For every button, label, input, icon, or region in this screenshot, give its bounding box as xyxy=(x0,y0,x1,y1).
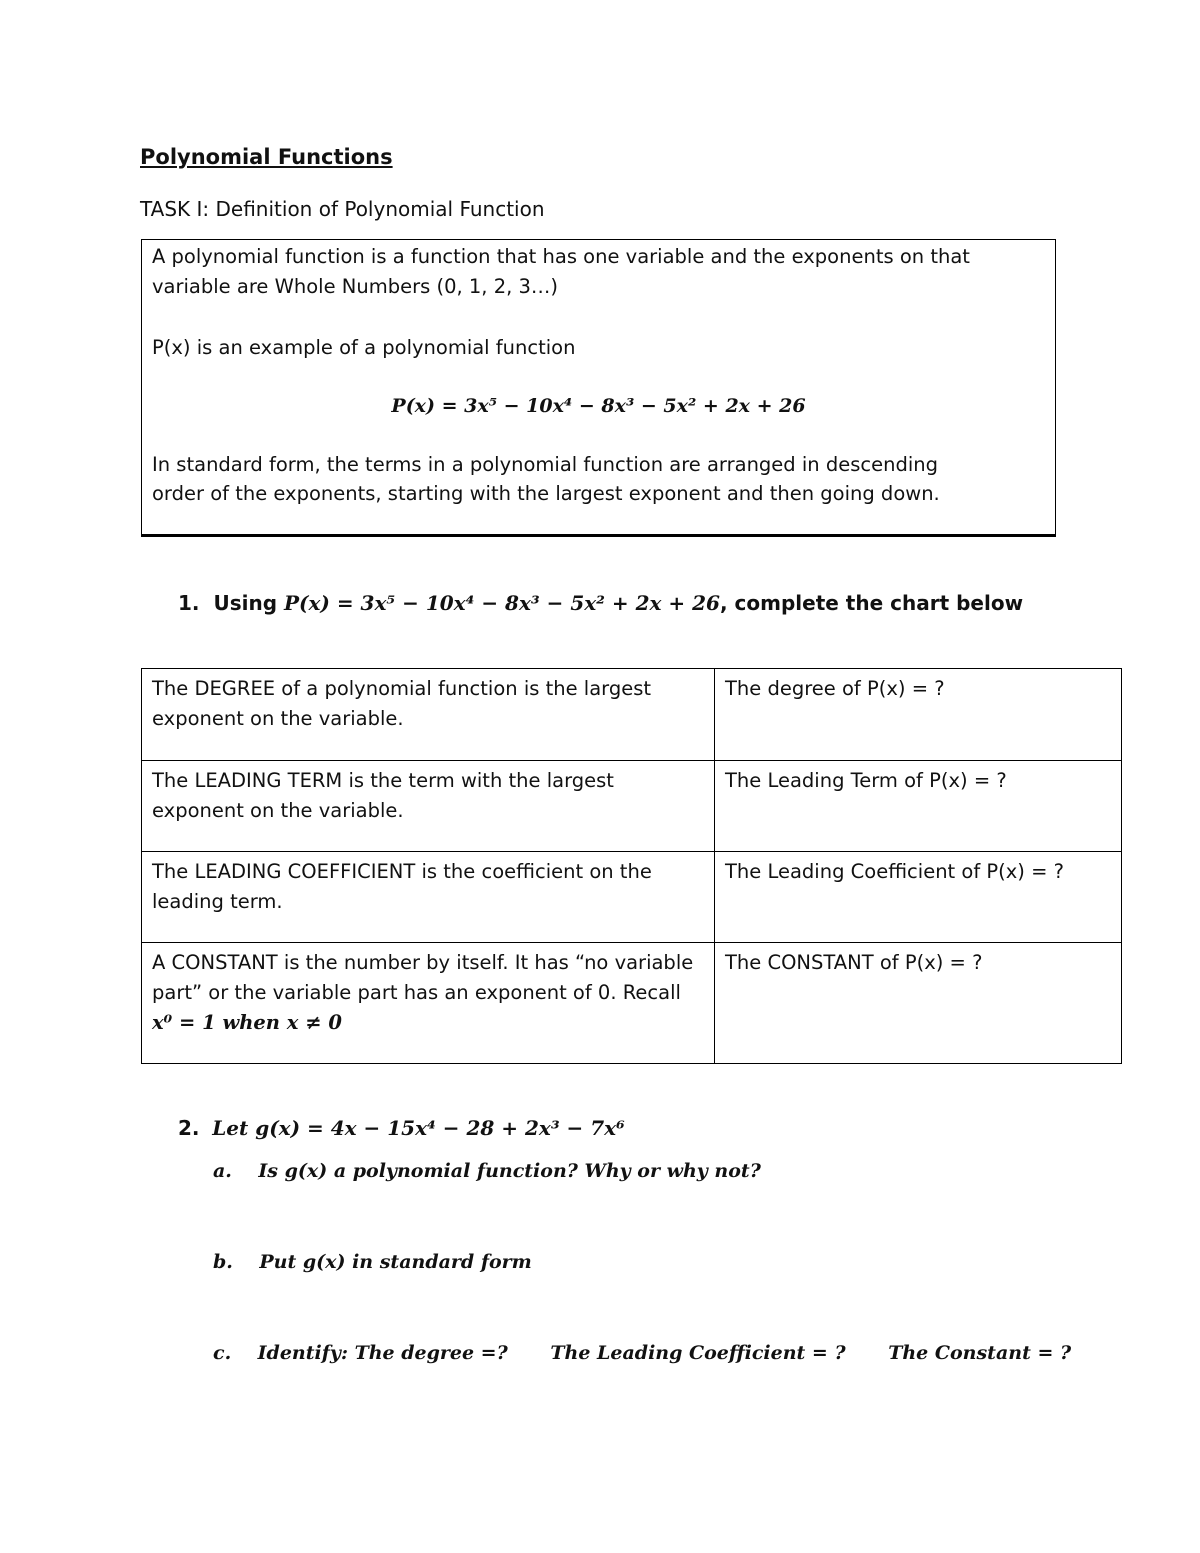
question-2a-text: Is g(x) a polynomial function? Why or why not? xyxy=(258,1160,761,1182)
question-2c-label: c. xyxy=(213,1342,232,1364)
question-1-suffix: , complete the chart below xyxy=(719,591,1024,615)
question-1-prefix: Using xyxy=(213,591,278,615)
question-2c xyxy=(213,1342,1071,1364)
definition-box xyxy=(141,239,1056,537)
definition-line-5: order of the exponents, starting with the largest exponent and then going down. xyxy=(152,482,940,505)
constant-prompt: The CONSTANT of P(x) = ? xyxy=(715,943,1122,1064)
question-1-formula: P(x) = 3x⁵ − 10x⁴ − 8x³ − 5x² + 2x + 26 xyxy=(283,591,720,615)
degree-prompt: The degree of P(x) = ? xyxy=(715,669,1122,761)
constant-recall-math: x⁰ = 1 when x ≠ 0 xyxy=(152,1011,342,1034)
example-formula: P(x) = 3x⁵ − 10x⁴ − 8x³ − 5x² + 2x + 26 xyxy=(391,395,806,417)
definition-line-3: P(x) is an example of a polynomial function xyxy=(152,336,576,359)
question-2a-label: a. xyxy=(213,1160,232,1182)
definition-line-2: variable are Whole Numbers (0, 1, 2, 3…) xyxy=(152,275,559,298)
question-2c-leading-coefficient: The Leading Coefficient = ? xyxy=(550,1342,846,1364)
page-title: Polynomial Functions xyxy=(140,145,393,169)
definition-line-4: In standard form, the terms in a polynomial function are arranged in descending xyxy=(152,453,938,476)
leading-term-prompt: The Leading Term of P(x) = ? xyxy=(715,761,1122,852)
leading-coefficient-prompt: The Leading Coefficient of P(x) = ? xyxy=(715,852,1122,943)
question-2-number: 2. xyxy=(178,1116,200,1140)
question-1-number: 1. xyxy=(178,591,200,615)
table-row xyxy=(142,852,1122,943)
definition-line-1: A polynomial function is a function that has one variable and the exponents on that xyxy=(152,245,970,268)
question-1 xyxy=(178,591,1023,615)
question-2b xyxy=(213,1251,532,1273)
table-row xyxy=(142,761,1122,852)
leading-coefficient-definition: The LEADING COEFFICIENT is the coefficient on the leading term. xyxy=(142,852,715,943)
question-2c-degree: Identify: The degree =? xyxy=(257,1342,508,1364)
leading-term-definition: The LEADING TERM is the term with the largest exponent on the variable. xyxy=(142,761,715,852)
question-2b-text: Put g(x) in standard form xyxy=(259,1251,532,1273)
question-2-statement: Let g(x) = 4x − 15x⁴ − 28 + 2x³ − 7x⁶ xyxy=(212,1116,625,1140)
constant-definition-cell xyxy=(142,943,715,1064)
question-2a xyxy=(213,1160,761,1182)
question-2c-constant: The Constant = ? xyxy=(888,1342,1072,1364)
question-2 xyxy=(178,1116,625,1140)
task-heading: TASK I: Definition of Polynomial Function xyxy=(140,197,545,221)
table-row xyxy=(142,669,1122,761)
table-row xyxy=(142,943,1122,1064)
question-2b-label: b. xyxy=(213,1251,233,1273)
chart-table xyxy=(141,668,1122,1064)
degree-definition: The DEGREE of a polynomial function is the largest exponent on the variable. xyxy=(142,669,715,761)
constant-definition: A CONSTANT is the number by itself. It has “no variable part” or the variable part has an exponent of 0. Recall xyxy=(152,951,694,1004)
